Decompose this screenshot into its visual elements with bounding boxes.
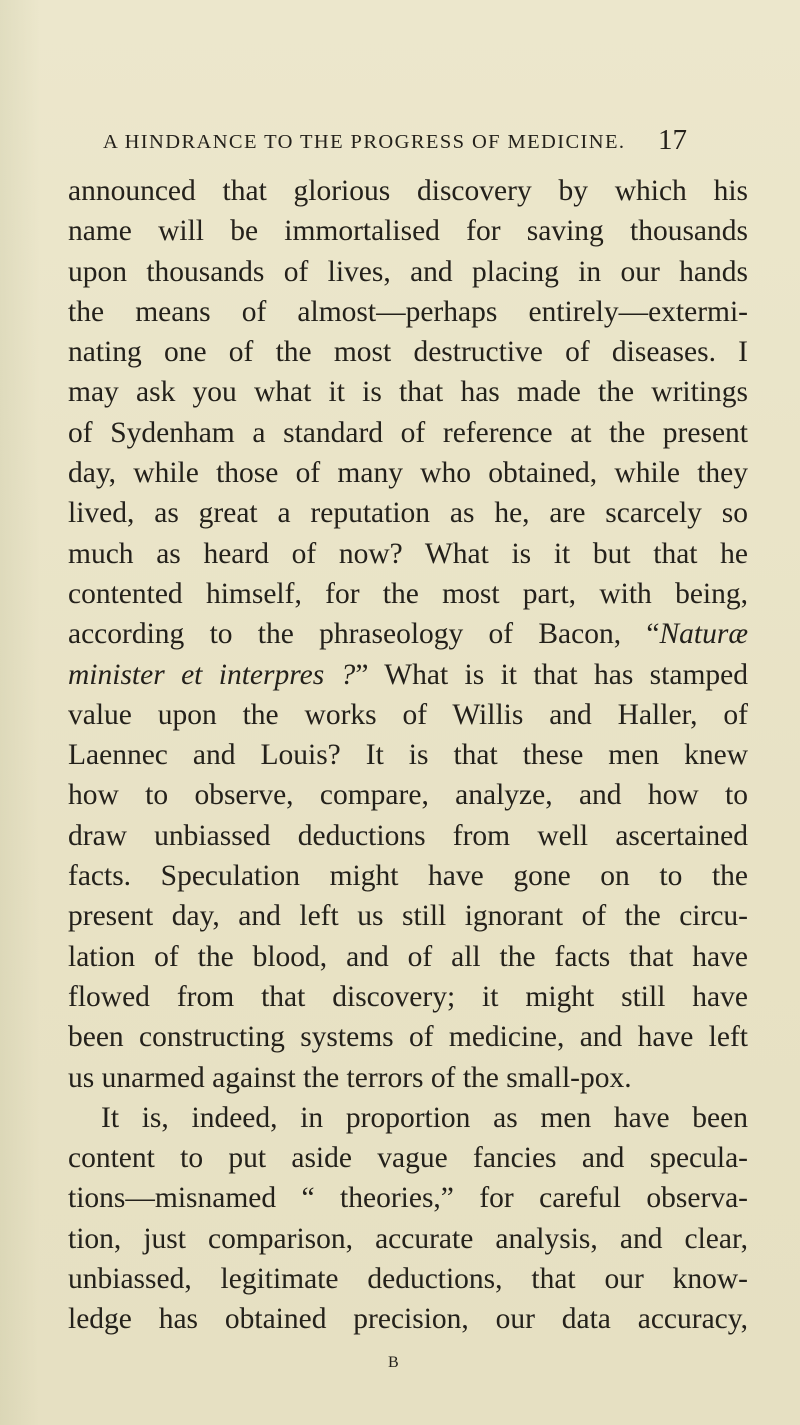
text-line: name will be immortalised for saving thousands <box>68 215 748 248</box>
signature-mark: B <box>388 1354 400 1371</box>
text-line: how to observe, compare, analyze, and how to <box>68 779 748 812</box>
close-quote: ” <box>355 658 369 691</box>
text-line: us unarmed against the terrors of the small-pox. <box>68 1061 632 1094</box>
text-line: content to put aside vague fancies and specula- <box>68 1142 748 1175</box>
text-line: ledge has obtained precision, our data accuracy, <box>68 1303 748 1336</box>
text-line: facts. Speculation might have gone on to the <box>68 860 748 893</box>
text-line: value upon the works of Willis and Haller, of <box>68 698 748 731</box>
text-line: lived, as great a reputation as he, are scarcely so <box>68 497 748 530</box>
running-title: A HINDRANCE TO THE PROGRESS OF MEDICINE. <box>103 131 626 153</box>
text-line: upon thousands of lives, and placing in our hands <box>68 255 748 288</box>
text-line: much as heard of now? What is it but that he <box>68 537 748 570</box>
text-line: of Sydenham a standard of reference at the present <box>68 416 748 449</box>
text-line: tion, just comparison, accurate analysis, and clear, <box>68 1222 748 1255</box>
body-text <box>68 171 748 1340</box>
page-number: 17 <box>658 124 687 156</box>
text-line: present day, and left us still ignorant of the circu- <box>68 900 748 933</box>
paragraph-start: It is, indeed, in proportion as men have been <box>101 1101 748 1134</box>
text-line: draw unbiassed deductions from well ascertained <box>68 819 748 852</box>
text-line: Laennec and Louis? It is that these men knew <box>68 739 748 772</box>
text-segment: What is it that has stamped <box>384 658 748 691</box>
text-line: flowed from that discovery; it might still have <box>68 980 748 1013</box>
text-line: the means of almost—perhaps entirely—extermi- <box>68 295 748 328</box>
text-line: lation of the blood, and of all the facts that have <box>68 940 748 973</box>
text-line: contented himself, for the most part, with being, <box>68 577 748 610</box>
text-line: been constructing systems of medicine, and have left <box>68 1021 748 1054</box>
text-line: tions—misnamed “ theories,” for careful observa- <box>68 1182 748 1215</box>
text-line: day, while those of many who obtained, while they <box>68 457 748 490</box>
text-line: announced that glorious discovery by which his <box>68 175 748 207</box>
latin-phrase: minister et interpres ? <box>68 658 356 691</box>
latin-phrase: Naturæ <box>659 618 748 651</box>
text-line-latin <box>68 655 748 695</box>
running-header <box>103 124 743 156</box>
text-line-bacon <box>68 614 748 654</box>
text-line: unbiassed, legitimate deductions, that our know- <box>68 1263 748 1296</box>
text-line: may ask you what it is that has made the writings <box>68 376 748 409</box>
text-line: nating one of the most destructive of diseases. I <box>68 336 748 369</box>
text-segment: according to the phraseology of Bacon, “ <box>68 618 660 651</box>
